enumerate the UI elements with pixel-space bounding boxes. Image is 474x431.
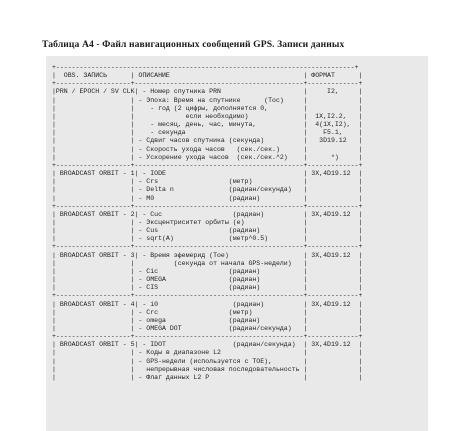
table-text-line: | | - месяц, день, час, минута, | 4(1X,I2), | (52, 121, 363, 129)
table-text-line: | BROADCAST ORBIT - 4| - i0 (радиан) | 3X,4D19.12 | (52, 300, 363, 308)
table-text-line: | | - GPS-недели (используется с TOE), | | (52, 357, 363, 365)
table-text-line: | | - Коды в диапазоне L2 | | (52, 349, 363, 357)
table-rule-line: +-------------------+-------------------------------------------+-------------+ (52, 333, 363, 341)
table-text-line: | | - sqrt(A) (метр^0.5) | | (52, 235, 363, 243)
table-text-line: | | непрерывная числовая последовательность | | (52, 365, 363, 373)
table-text-line: | BROADCAST ORBIT - 3| - Время эфемерид (Toe) | 3X,4D19.12 | (52, 251, 363, 259)
table-text-line: | | - Эксцентриситет орбиты (e) | | (52, 218, 363, 226)
table-text-line: | | - год (2 цифры, дополняется 0, | | (52, 104, 363, 112)
table-text-line: | BROADCAST ORBIT - 1| - IODE | 3X,4D19.12 | (52, 170, 363, 178)
table-text-line: | | - Cus (радиан) | | (52, 227, 363, 235)
table-text-line: | | - CIS (радиан) | | (52, 284, 363, 292)
table-caption: Таблица А4 - Файл навигационных сообщений GPS. Записи данных (42, 39, 345, 50)
table-text-line: | | - Crc (метр) | | (52, 308, 363, 316)
table-text-line: | | - omega (радиан) | | (52, 316, 363, 324)
table-rule-line: +-------------------+-------------------------------------------+-------------+ (52, 292, 363, 300)
table-text-line: | BROADCAST ORBIT - 5| - IDOT (радиан/секунда) | 3X,4D19.12 | (52, 341, 363, 349)
table-text-line: | | - OMEGA (радиан) | | (52, 276, 363, 284)
table-text-line: | | - Ускорение ухода часов (сек./сек.^2) | *) | (52, 153, 363, 161)
table-text-line: | | - Флаг данных L2 P | | (52, 373, 363, 381)
table-text-line: | OBS. ЗАПИСЬ | ОПИСАНИЕ | ФОРМАТ | (52, 72, 363, 80)
table-text-line: | | - Crs (метр) | | (52, 178, 363, 186)
table-text-line: | | - Сдвиг часов спутника (секунда) | 3D19.12 | (52, 137, 363, 145)
table-rule-line: +-------------------+-------------------------------------------+-------------+ (52, 80, 363, 88)
table-rule-line: +-------------------+-------------------------------------------+-------------+ (52, 161, 363, 169)
table-text-line: |PRN / EPOCH / SV CLK| - Номер спутника PRN | I2, | (52, 88, 363, 96)
table-text-line: | | - Скорость ухода часов (сек./сек.) | | (52, 145, 363, 153)
table-text-line: | | - Delta n (радиан/секунда) | | (52, 186, 363, 194)
table-text-line: | | - M0 (радиан) | | (52, 194, 363, 202)
table-text-line: | BROADCAST ORBIT - 2| - Cuc (радиан) | 3X,4D19.12 | (52, 210, 363, 218)
nav-message-table (52, 64, 362, 382)
table-text-line: | | - секунда | F5.1, | (52, 129, 363, 137)
table-rule-line: +-------------------+-------------------------------------------+-------------+ (52, 243, 363, 251)
table-rule-line: +-------------------+-------------------------------------------+-------------+ (52, 202, 363, 210)
table-text-line: | | - Эпоха: Время на спутнике (Toc) | | (52, 96, 363, 104)
table-rule-line: +----------------------------------------------------------------------------+ (52, 64, 359, 71)
table-text-line: | | - Cic (радиан) | | (52, 267, 363, 275)
table-text-line: | | (секунда от начала GPS-недели) | | (52, 259, 363, 267)
table-text-line: | | - OMEGA DOT (радиан/секунда) | | (52, 325, 363, 332)
table-text-line: | | если необходимо) | 1X,I2.2, | (52, 112, 363, 120)
